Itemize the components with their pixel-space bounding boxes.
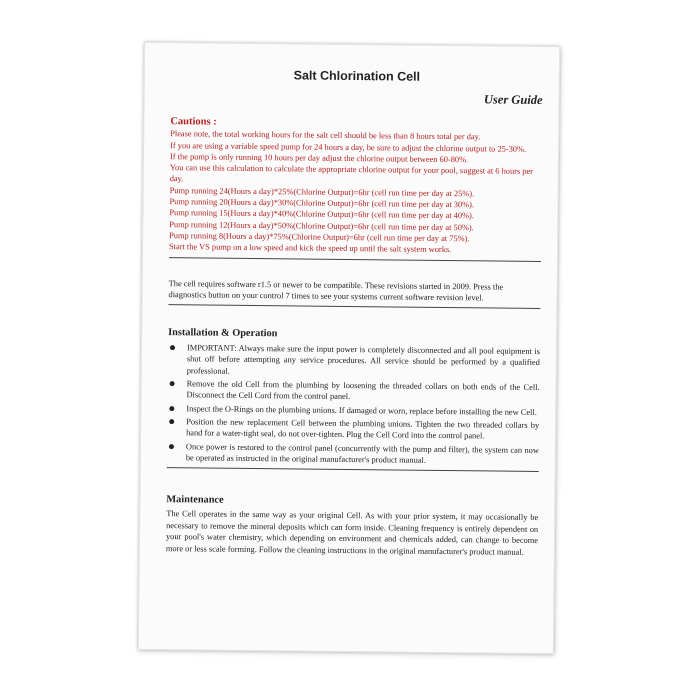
installation-heading: Installation & Operation <box>168 327 278 340</box>
caution-line: Pump running 24(Hours a day)*25%(Chlorine Output)=6hr (cell run time per day at 25%). <box>169 185 475 199</box>
caution-line: If the pump is only running 10 hours per day adjust the chlorine output between 60-80%. <box>169 152 469 165</box>
bullet-icon <box>170 381 175 386</box>
document-title: Salt Chlorination Cell <box>293 68 421 84</box>
document-subtitle: User Guide <box>483 92 543 108</box>
compatibility-note: The cell requires software r1.5 or newer to be compatible. These revisions started in 2009. Press the diagnostics button on your control 7 times to see your systems current software revision level. <box>168 278 504 303</box>
compatibility-divider <box>168 304 540 309</box>
caution-line: You can use this calculation to calculate the appropriate chlorine output for your pool, suggest at 6 hours per day. <box>169 163 534 184</box>
list-item-text: Remove the old Cell from the plumbing by loosening the threaded collars on both ends of the Cell. Disconnect the Cell Cord from the control panel. <box>186 379 540 402</box>
caution-line: Please note, the total working hours for the salt cell should be less than 8 hours total per day. <box>170 129 481 142</box>
list-item-text: Inspect the O-Rings on the plumbing unions. If damaged or worn, replace before installing the new Cell. <box>186 403 537 417</box>
list-item <box>167 378 539 404</box>
list-item-text: Once power is restored to the control panel (concurrently with the pump and filter), the system can now be operated as instructed in the original manufacturer's product manual. <box>185 441 539 465</box>
sheet-content <box>166 63 543 558</box>
caution-line: Start the VS pump on a low speed and kick the speed up until the salt system works. <box>169 242 452 255</box>
installation-list <box>167 342 540 467</box>
maintenance-text: The Cell operates in the same way as your original Cell. As with your prior system, it may occasionally be necessary to remove the mineral deposits which can form inside. Cleaning frequency is entirely dependent on your pool's water chemistry, which depending on environment and chemicals added, can change to become more or less scale forming. Follow the cleaning instructions in the original manufacturer's product manual. <box>165 509 539 557</box>
caution-line: Pump running 8(Hours a day)*75%(Chlorine Output)=6hr (cell run time per day at 75%). <box>169 231 470 244</box>
installation-divider <box>167 467 539 472</box>
bullet-icon <box>169 419 174 424</box>
list-item <box>168 342 540 380</box>
bullet-icon <box>170 345 175 350</box>
maintenance-heading: Maintenance <box>166 494 224 506</box>
caution-line: If you are using a variable speed pump for 24 hours a day, be sure to adjust the chlorine output to 25-30%. <box>170 140 527 154</box>
list-item-text: IMPORTANT: Always make sure the input power is completely disconnected and all pool equipment is shut off before attempting any service procedures. All service should be performed by a qualified professional. <box>186 343 541 376</box>
list-item-text: Position the new replacement Cell between the plumbing unions. Tighten the two threaded collars by hand for a water-tight seal, do not over-tighten. Plug the Cell Cord into the control panel. <box>186 417 540 441</box>
bullet-icon <box>169 406 174 411</box>
caution-line: Pump running 12(Hours a day)*50%(Chlorine Output)=6hr (cell run time per day at 50%). <box>169 219 474 232</box>
caution-line: Pump running 20(Hours a day)*30%(Chlorine Output)=6hr (cell run time per day at 30%). <box>169 197 475 210</box>
list-item <box>167 441 539 467</box>
cautions-heading: Cautions : <box>170 116 217 128</box>
installation-section <box>167 327 540 467</box>
cautions-section <box>169 116 542 256</box>
list-item <box>167 416 539 442</box>
bullet-icon <box>169 444 174 449</box>
maintenance-section <box>166 494 539 558</box>
cautions-divider <box>169 257 541 262</box>
user-guide-sheet <box>138 42 560 654</box>
caution-line: Pump running 15(Hours a day)*40%(Chlorine Output)=6hr (cell run time per day at 40%). <box>169 208 474 221</box>
